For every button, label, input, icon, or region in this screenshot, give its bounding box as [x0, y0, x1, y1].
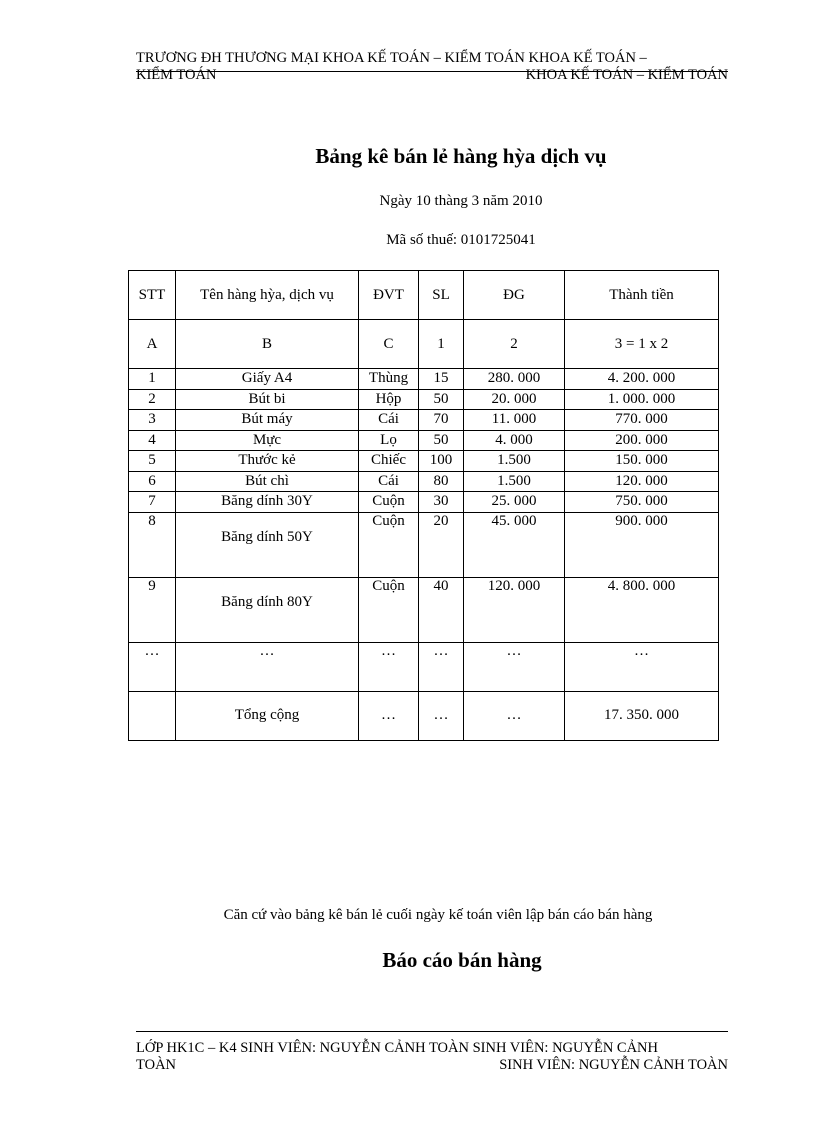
header-line-2-right: KHOA KẾ TOÁN – KIỂM TOÁN	[525, 67, 728, 83]
table-total-row	[129, 691, 719, 740]
table-cell: …	[129, 642, 176, 691]
table-cell: Chiếc	[359, 451, 419, 472]
table-cell: Bút chì	[176, 471, 359, 492]
table-cell: 2	[129, 389, 176, 410]
header-item-name: Tên hàng hỳa, dịch vụ	[176, 271, 359, 320]
footer-rule	[136, 1031, 728, 1032]
footer-line-1: LỚP HK1C – K4 SINH VIÊN: NGUYỄN CẢNH TOÀN SINH VIÊN: NGUYỄN CẢNH	[136, 1040, 658, 1056]
header-quantity: SL	[419, 271, 464, 320]
table-cell: 200. 000	[565, 430, 719, 451]
table-cell: 50	[419, 389, 464, 410]
header-line-1: TRƯƠNG ĐH THƯƠNG MẠI KHOA KẾ TOÁN – KIỂM TOÁN KHOA KẾ TOÁN –	[136, 50, 647, 66]
note-text: Căn cứ vào bảng kê bán lẻ cuối ngày kế toán viên lập bán cáo bán hàng	[223, 907, 653, 923]
table-cell: 45. 000	[464, 512, 565, 577]
date-line: Ngày 10 thàng 3 năm 2010	[379, 193, 543, 209]
table-row	[129, 410, 719, 431]
table-cell: Lọ	[359, 430, 419, 451]
table-cell: 4. 800. 000	[565, 577, 719, 642]
table-row	[129, 492, 719, 513]
table-row	[129, 369, 719, 390]
table-cell: Băng dính 80Y	[176, 577, 359, 642]
total-amount: 17. 350. 000	[565, 691, 719, 740]
table-cell: Cuộn	[359, 512, 419, 577]
table-cell: 11. 000	[464, 410, 565, 431]
table-cell: …	[565, 642, 719, 691]
table-cell: …	[176, 642, 359, 691]
header-unit: ĐVT	[359, 271, 419, 320]
header-line-2-left: KIỂM TOÁN	[136, 67, 217, 83]
table-cell: 150. 000	[565, 451, 719, 472]
table-cell: 40	[419, 577, 464, 642]
table-cell: Cuộn	[359, 577, 419, 642]
table-cell: 20. 000	[464, 389, 565, 410]
table-cell: 80	[419, 471, 464, 492]
table-cell: 3 = 1 x 2	[565, 320, 719, 369]
table-cell: 4. 000	[464, 430, 565, 451]
table-cell: 1	[129, 369, 176, 390]
table-cell: 1.500	[464, 471, 565, 492]
table-row	[129, 430, 719, 451]
table-cell: 30	[419, 492, 464, 513]
table-cell: Giấy A4	[176, 369, 359, 390]
header-stt: STT	[129, 271, 176, 320]
footer-line-2-right: SINH VIÊN: NGUYỄN CẢNH TOÀN	[499, 1057, 728, 1073]
table-cell: 70	[419, 410, 464, 431]
table-cell: A	[129, 320, 176, 369]
table-cell: 50	[419, 430, 464, 451]
header-unit-price: ĐG	[464, 271, 565, 320]
table-ellipsis-row	[129, 642, 719, 691]
table-cell: …	[359, 691, 419, 740]
table-code-row	[129, 320, 719, 369]
table-cell: 750. 000	[565, 492, 719, 513]
table-cell: 4	[129, 430, 176, 451]
table-cell: …	[419, 691, 464, 740]
table-cell: Cái	[359, 471, 419, 492]
table-cell: 120. 000	[565, 471, 719, 492]
table-cell: 280. 000	[464, 369, 565, 390]
report-title: Báo cáo bán hàng	[382, 948, 542, 972]
table-cell: …	[464, 691, 565, 740]
table-cell: 9	[129, 577, 176, 642]
table-cell: 1. 000. 000	[565, 389, 719, 410]
table-cell: 900. 000	[565, 512, 719, 577]
table-cell: 770. 000	[565, 410, 719, 431]
table-cell: …	[464, 642, 565, 691]
table-row	[129, 451, 719, 472]
table-cell: …	[359, 642, 419, 691]
table-cell: 15	[419, 369, 464, 390]
table-cell: 1.500	[464, 451, 565, 472]
table-cell: Thước kẻ	[176, 451, 359, 472]
table-cell: 2	[464, 320, 565, 369]
table-cell: 4. 200. 000	[565, 369, 719, 390]
table-cell: Bút bi	[176, 389, 359, 410]
table-cell: Thùng	[359, 369, 419, 390]
table-cell: Hộp	[359, 389, 419, 410]
table-cell: 25. 000	[464, 492, 565, 513]
table-cell: 8	[129, 512, 176, 577]
table-cell: Cuộn	[359, 492, 419, 513]
table-cell: Băng dính 50Y	[176, 512, 359, 577]
tax-code-line: Mã số thuế: 0101725041	[386, 232, 536, 248]
table-cell: 7	[129, 492, 176, 513]
document-title: Bảng kê bán lẻ hàng hỳa dịch vụ	[315, 144, 607, 168]
header-amount: Thành tiền	[565, 271, 719, 320]
table-header-row	[129, 271, 719, 320]
table-cell: 6	[129, 471, 176, 492]
table-cell: Băng dính 30Y	[176, 492, 359, 513]
table-cell: Cái	[359, 410, 419, 431]
table-cell: …	[419, 642, 464, 691]
table-cell: Bút máy	[176, 410, 359, 431]
table-row	[129, 389, 719, 410]
table-cell: 5	[129, 451, 176, 472]
sales-table	[128, 270, 719, 741]
table-cell: 20	[419, 512, 464, 577]
table-cell: 3	[129, 410, 176, 431]
table-row	[129, 471, 719, 492]
table-cell	[129, 691, 176, 740]
table-row	[129, 577, 719, 642]
table-cell: 100	[419, 451, 464, 472]
table-cell: Mực	[176, 430, 359, 451]
table-cell: C	[359, 320, 419, 369]
table-row	[129, 512, 719, 577]
table-cell: 120. 000	[464, 577, 565, 642]
table-cell: 1	[419, 320, 464, 369]
footer-line-2-left: TOÀN	[136, 1057, 177, 1073]
total-label: Tổng cộng	[176, 691, 359, 740]
table-cell: B	[176, 320, 359, 369]
